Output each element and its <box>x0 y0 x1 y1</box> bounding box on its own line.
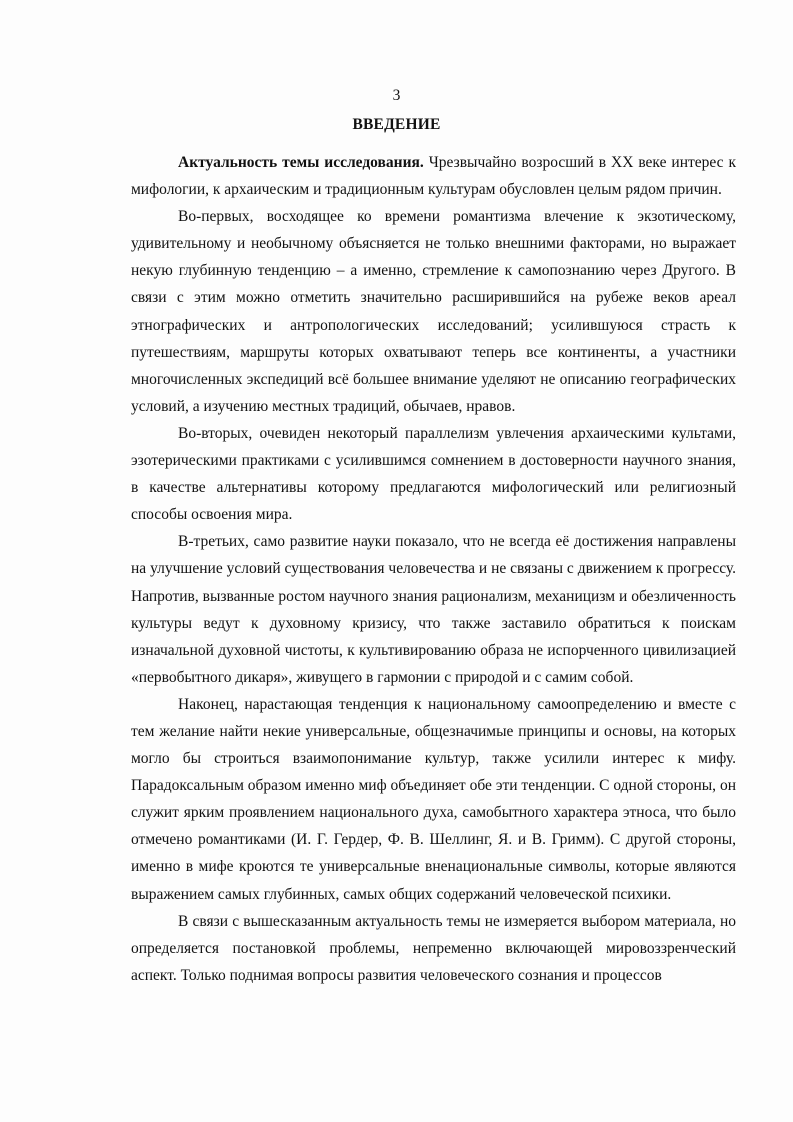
page-title: ВВЕДЕНИЕ <box>352 116 441 133</box>
paragraph-second-reason: Во-вторых, очевиден некоторый параллелизм увлечения архаическими культами, эзотерическими практиками с усилившимся сомнением в достоверности научного знания, в качестве альтернативы которому предлагаются мифологический или религиозный способы освоения мира. <box>131 424 736 524</box>
page-number: 3 <box>392 87 401 104</box>
paragraph-third-reason: В-третьих, само развитие науки показало, что не всегда её достижения направлены на улучшение условий существования человечества и не связаны с движением к прогрессу. Напротив, вызванные ростом научного знания рационализм, механицизм и обезличенность культуры ведут к духовному кризису, что также заставило обратиться к поискам изначальной духовной чистоты, к культивированию образа не испорченного цивилизацией «первобытного дикаря», живущего в гармонии с природой и с самим собой. <box>131 533 736 686</box>
paragraph-lead: Актуальность темы исследования. <box>178 154 424 171</box>
paragraph-finally: Наконец, нарастающая тенденция к национальному самоопределению и вместе с тем желание найти некие универсальные, общезначимые принципы и основы, на которых могло бы строиться взаимопонимание культур, также усилили интерес к мифу. Парадоксальным образом именно миф объединяет обе эти тенденции. С одной стороны, он служит ярким проявлением национального духа, самобытного характера этноса, что было отмечено романтиками (И. Г. Гердер, Ф. В. Шеллинг, Я. и В. Гримм). С другой стороны, именно в мифе кроются те универсальные вненациональные символы, которые являются выражением самых глубинных, самых общих содержаний человеческой психики. <box>131 695 736 903</box>
paragraph-relevance <box>131 149 736 203</box>
paragraph-text: Чрезвычайно возросший в XX веке интерес к мифологии, к архаическим и традиционным культурам обусловлен целым рядом причин. <box>131 154 737 199</box>
body-text <box>131 149 736 989</box>
paragraph-first-reason: Во-первых, восходящее ко времени романтизма влечение к экзотическому, удивительному и необычному объясняется не только внешними факторами, но выражает некую глубинную тенденцию – а именно, стремление к самопознанию через Другого. В связи с этим можно отметить значительно расширившийся на рубеже веков ареал этнографических и антропологических исследований; усилившуюся страсть к путешествиям, маршруты которых охватывают теперь все континенты, а участники многочисленных экспедиций всё большее внимание уделяют не описанию географических условий, а изучению местных традиций, обычаев, нравов. <box>131 208 736 415</box>
paragraph-conclusion: В связи с вышесказанным актуальность темы не измеряется выбором материала, но определяется постановкой проблемы, непременно включающей мировоззренческий аспект. Только поднимая вопросы развития человеческого сознания и процессов <box>131 912 736 984</box>
